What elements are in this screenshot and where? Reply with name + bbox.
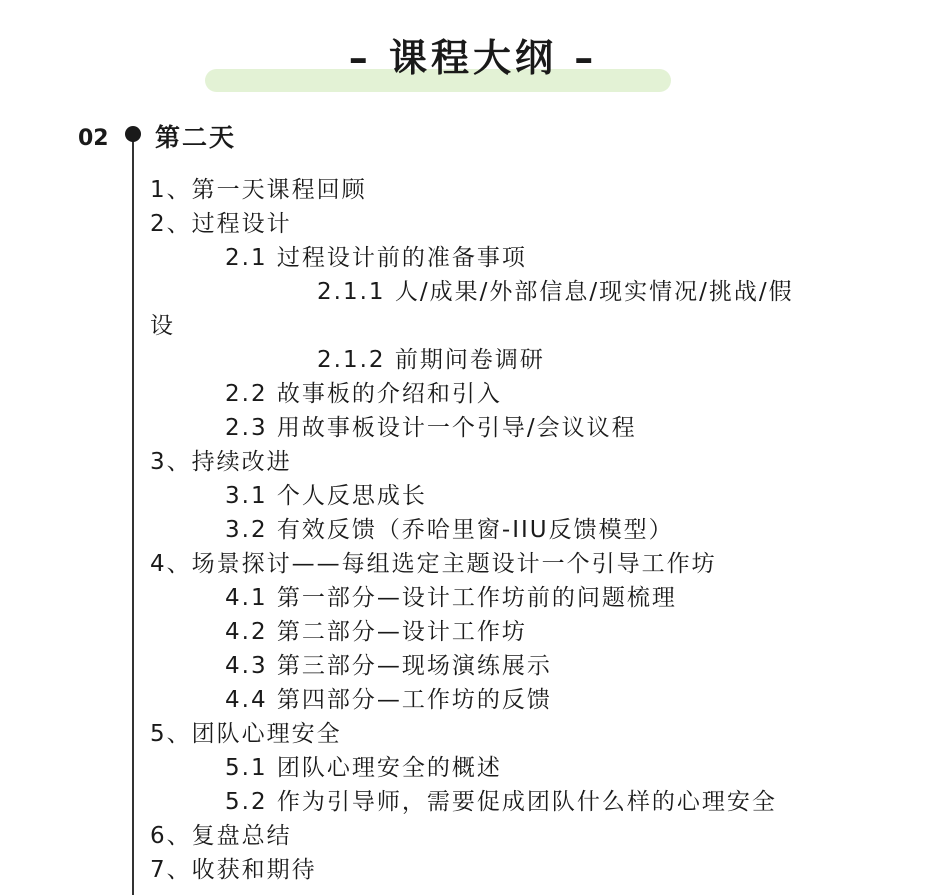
outline-item: 5、团队心理安全	[150, 721, 342, 747]
course-outline-list	[150, 173, 890, 887]
day-title: 第二天	[155, 123, 237, 152]
day-number: 02	[78, 126, 109, 151]
outline-item: 4、场景探讨——每组选定主题设计一个引导工作坊	[150, 551, 717, 577]
outline-subsubitem-wrap: 设	[150, 313, 175, 339]
outline-subitem: 3.2 有效反馈（乔哈里窗-IIU反馈模型）	[225, 517, 674, 543]
outline-item: 7、收获和期待	[150, 857, 317, 883]
outline-subitem: 4.1 第一部分—设计工作坊前的问题梳理	[225, 585, 677, 611]
outline-subitem: 2.2 故事板的介绍和引入	[225, 381, 502, 407]
outline-subitem: 5.2 作为引导师，需要促成团队什么样的心理安全	[225, 789, 777, 815]
outline-subitem: 5.1 团队心理安全的概述	[225, 755, 502, 781]
outline-subitem: 4.4 第四部分—工作坊的反馈	[225, 687, 552, 713]
outline-item: 2、过程设计	[150, 211, 292, 237]
outline-subitem: 2.1 过程设计前的准备事项	[225, 245, 527, 271]
outline-subsubitem: 2.1.1 人/成果/外部信息/现实情况/挑战/假	[317, 279, 794, 305]
outline-subitem: 2.3 用故事板设计一个引导/会议议程	[225, 415, 637, 441]
outline-subitem: 3.1 个人反思成长	[225, 483, 427, 509]
outline-subitem: 4.2 第二部分—设计工作坊	[225, 619, 527, 645]
outline-item: 3、持续改进	[150, 449, 292, 475]
outline-item: 6、复盘总结	[150, 823, 292, 849]
outline-subsubitem: 2.1.2 前期问卷调研	[317, 347, 545, 373]
timeline-dot-icon	[125, 126, 141, 142]
page-title: – 课程大纲 –	[348, 36, 598, 80]
outline-item: 1、第一天课程回顾	[150, 177, 367, 203]
timeline-line	[132, 135, 134, 895]
outline-subitem: 4.3 第三部分—现场演练展示	[225, 653, 552, 679]
